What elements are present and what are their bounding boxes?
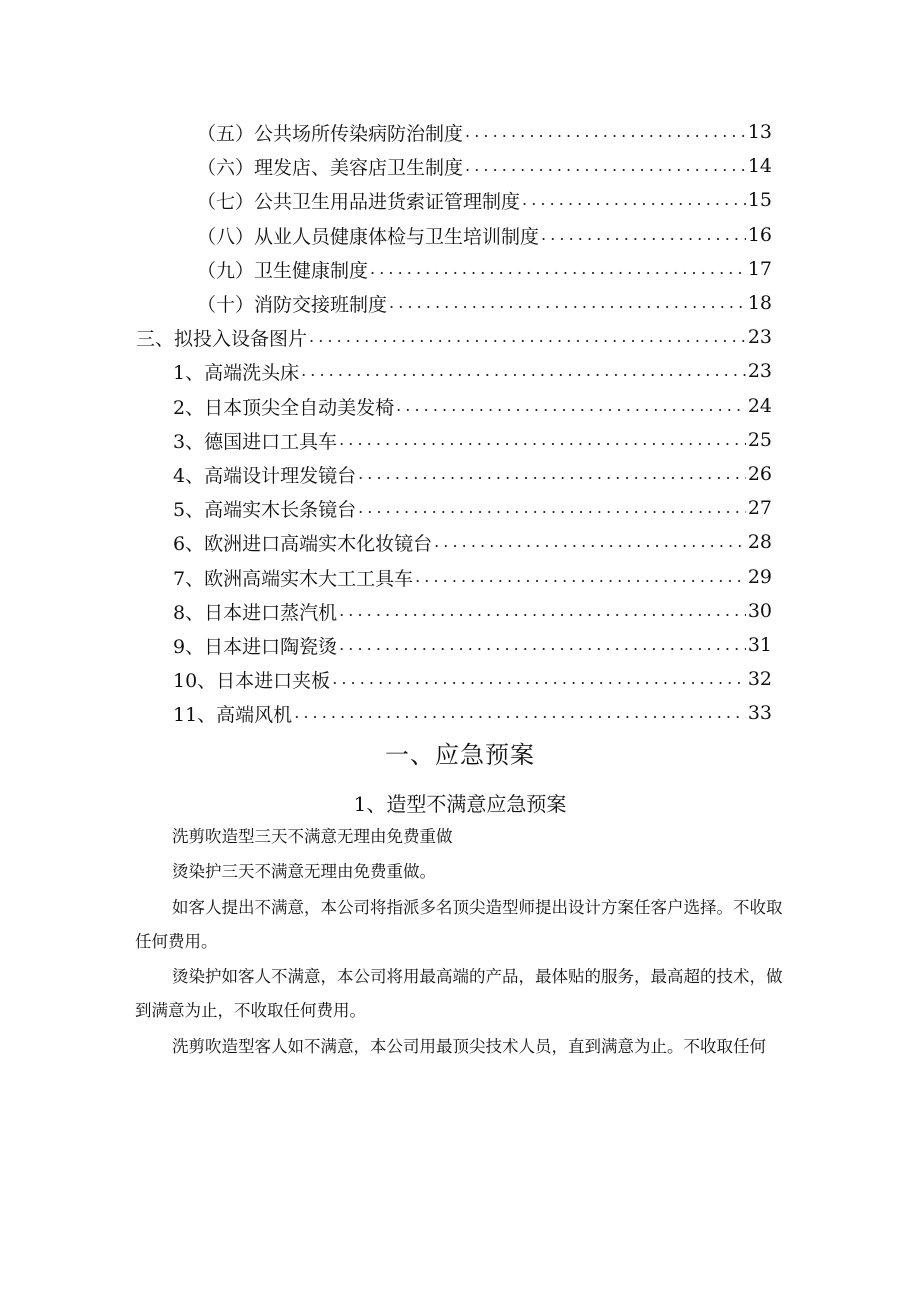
toc-leader-dots (309, 325, 746, 349)
toc-entry-title: （八）从业人员健康体检与卫生培训制度 (197, 225, 540, 248)
body-paragraph: 洗剪吹造型客人如不满意，本公司用最顶尖技术人员，直到满意为止。不收取任何 (172, 1037, 766, 1056)
body-paragraph: 如客人提出不满意，本公司将指派多名顶尖造型师提出设计方案任客户选择。不收取任何费用。 (135, 898, 783, 951)
toc-entry-title: 10、日本进口夹板 (173, 669, 331, 692)
toc-entry-title: 8、日本进口蒸汽机 (173, 601, 338, 624)
toc-entry-page: 30 (747, 600, 772, 623)
toc-entry[interactable] (173, 594, 772, 628)
toc-entry-page: 23 (747, 326, 772, 349)
toc-entry-page: 17 (747, 258, 772, 281)
toc-entry-page: 28 (747, 531, 772, 554)
toc-entry[interactable] (197, 149, 772, 183)
toc-entry-page: 13 (747, 121, 772, 144)
toc-entry-title: 2、日本顶尖全自动美发椅 (173, 396, 395, 419)
toc-entry-page: 23 (747, 360, 772, 383)
toc-entry-page: 16 (747, 224, 772, 247)
toc-entry-title: （九）卫生健康制度 (197, 259, 369, 282)
toc-entry[interactable] (197, 286, 772, 320)
toc-leader-dots (434, 530, 746, 554)
toc-entry[interactable] (173, 662, 772, 696)
toc-leader-dots (465, 154, 746, 178)
toc-entry-title: 5、高端实木长条镜台 (173, 498, 357, 521)
toc-entry-title: 7、欧洲高端实木大工工具车 (173, 567, 414, 590)
toc-entry-page: 24 (747, 395, 772, 418)
toc-entry-title: 9、日本进口陶瓷烫 (173, 635, 338, 658)
toc-entry-title: （六）理发店、美容店卫生制度 (197, 156, 464, 179)
toc-leader-dots (396, 394, 746, 418)
toc-leader-dots (541, 223, 746, 247)
toc-entry-page: 31 (747, 634, 772, 657)
toc-entry[interactable] (173, 560, 772, 594)
toc-entry-title: 3、德国进口工具车 (173, 430, 338, 453)
toc-entry[interactable] (136, 320, 772, 354)
toc-entry-page: 14 (747, 155, 772, 178)
toc-leader-dots (415, 565, 746, 589)
toc-entry[interactable] (173, 423, 772, 457)
toc-entry-title: 三、拟投入设备图片 (136, 327, 308, 350)
toc-entry-page: 27 (747, 497, 772, 520)
toc-entry-title: 1、高端洗头床 (173, 361, 300, 384)
toc-entry-title: （五）公共场所传染病防治制度 (197, 122, 464, 145)
toc-entry[interactable] (173, 354, 772, 388)
toc-leader-dots (389, 291, 746, 315)
toc-leader-dots (339, 633, 746, 657)
toc-entry-page: 33 (747, 702, 772, 725)
toc-entry-title: 4、高端设计理发镜台 (173, 464, 357, 487)
toc-entry-title: （十）消防交接班制度 (197, 293, 388, 316)
toc-leader-dots (370, 257, 746, 281)
toc-leader-dots (358, 462, 746, 486)
toc-leader-dots (522, 188, 746, 212)
toc-leader-dots (332, 667, 746, 691)
toc-entry[interactable] (197, 183, 772, 217)
toc-entry-title: 11、高端风机 (173, 703, 293, 726)
toc-entry-title: （七）公共卫生用品进货索证管理制度 (197, 190, 521, 213)
toc-entry-title: 6、欧洲进口高端实木化妆镜台 (173, 532, 433, 555)
toc-entry-page: 18 (747, 292, 772, 315)
toc-entry[interactable] (197, 115, 772, 149)
toc-entry-page: 25 (747, 429, 772, 452)
section-subheading: 1、造型不满意应急预案 (353, 792, 567, 816)
body-paragraph: 烫染护如客人不满意，本公司将用最高端的产品，最体贴的服务，最高超的技术，做到满意为止，不收取任何费用。 (135, 967, 783, 1020)
toc-entry[interactable] (173, 696, 772, 730)
toc-entry[interactable] (173, 389, 772, 423)
toc-entry-page: 29 (747, 566, 772, 589)
toc-leader-dots (339, 428, 746, 452)
body-paragraph: 烫染护三天不满意无理由免费重做。 (172, 862, 436, 881)
toc-entry[interactable] (173, 457, 772, 491)
toc-entry-page: 15 (747, 189, 772, 212)
body-paragraph: 洗剪吹造型三天不满意无理由免费重做 (172, 827, 453, 846)
toc-leader-dots (301, 359, 746, 383)
toc-leader-dots (465, 120, 746, 144)
toc-entry[interactable] (197, 252, 772, 286)
toc-entry[interactable] (173, 491, 772, 525)
toc-entry-page: 32 (747, 668, 772, 691)
toc-leader-dots (294, 701, 746, 725)
toc-entry[interactable] (197, 218, 772, 252)
section-heading: 一、应急预案 (385, 741, 535, 769)
toc-leader-dots (358, 496, 746, 520)
toc-entry-page: 26 (747, 463, 772, 486)
toc-entry[interactable] (173, 525, 772, 559)
toc-leader-dots (339, 599, 746, 623)
toc-entry[interactable] (173, 628, 772, 662)
